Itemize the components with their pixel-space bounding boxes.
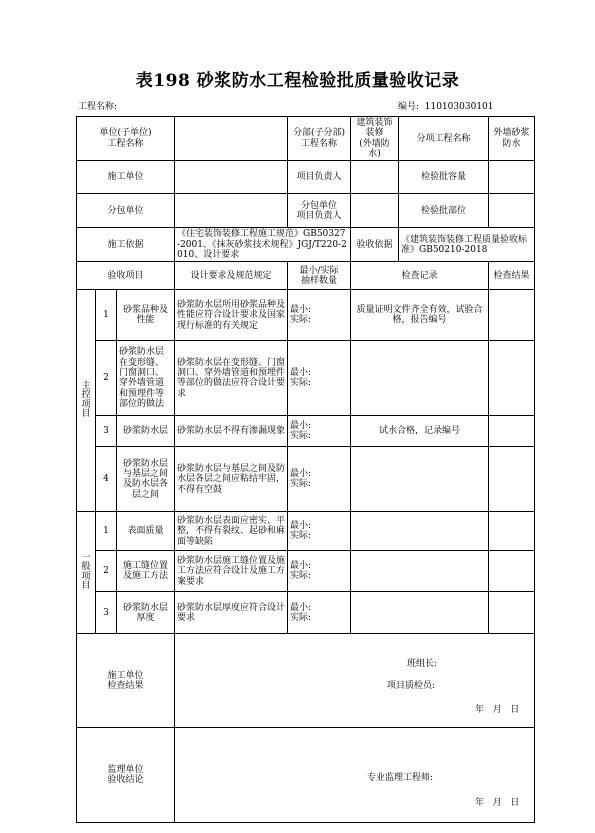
item-number: 4 — [96, 447, 117, 512]
construction-unit-label: 施工单位 — [77, 161, 175, 194]
item-result[interactable] — [489, 290, 535, 341]
item-result[interactable] — [489, 416, 535, 447]
col-item-header: 验收项目 — [77, 262, 175, 290]
item-sample: 最小: 实际: — [288, 592, 351, 634]
item-result[interactable] — [489, 512, 535, 551]
item-requirement: 砂浆防水层在变形缝、门窗洞口、穿外墙管道和预埋件等部位的做法应符合设计要求 — [175, 341, 288, 416]
table-row — [77, 447, 535, 512]
item-name: 施工缝位置及施工方法 — [117, 551, 175, 592]
item-number: 1 — [96, 512, 117, 551]
item-name: 砂浆防水层厚度 — [117, 592, 175, 634]
project-manager-label: 项目负责人 — [288, 161, 351, 194]
supervision-check-area[interactable] — [175, 728, 535, 823]
item-name: 砂浆防水层在变形缝、门窗洞口、穿外墙管道和预埋件等部位的做法 — [117, 341, 175, 416]
subcontract-unit-value[interactable] — [175, 194, 288, 228]
code-label: 编号: — [398, 102, 420, 112]
table-row — [77, 512, 535, 551]
subcontract-manager-value[interactable] — [351, 194, 399, 228]
project-name-label: 工程名称: — [78, 102, 118, 112]
item-requirement: 砂浆防水层所用砂浆品种及性能应符合设计要求及国家现行标准的有关规定 — [175, 290, 288, 341]
item-record — [351, 341, 489, 416]
construction-check-label: 施工单位 检查结果 — [77, 634, 175, 728]
item-sample: 最小: 实际: — [288, 512, 351, 551]
general-group-label: 一 般 项 目 — [77, 512, 96, 634]
item-number: 3 — [96, 592, 117, 634]
supervision-check-date: 年 月 日 — [475, 798, 520, 809]
item-record: 质量证明文件齐全有效，试验合格，报告编号 — [351, 290, 489, 341]
main-control-group-label: 主 控 项 目 — [77, 290, 96, 512]
unit-name-value[interactable] — [175, 117, 288, 161]
subcontract-manager-label: 分包单位 项目负责人 — [288, 194, 351, 228]
supervision-check-label: 监理单位 验收结论 — [77, 728, 175, 823]
code-value: 110103030101 — [424, 102, 494, 112]
table-row — [77, 341, 535, 416]
item-result[interactable] — [489, 447, 535, 512]
item-record — [351, 447, 489, 512]
batch-location-label: 检验批部位 — [399, 194, 489, 228]
acceptance-basis-label: 验收依据 — [351, 228, 399, 262]
item-requirement: 砂浆防水层厚度应符合设计要求 — [175, 592, 288, 634]
construction-basis-value: 《住宅装饰装修工程施工规范》GB50327-2001、《抹灰砂浆技术规程》JGJ/T220-2010、设计要求 — [175, 228, 351, 262]
item-result[interactable] — [489, 592, 535, 634]
item-requirement: 砂浆防水层施工缝位置及施工方法应符合设计及施工方案要求 — [175, 551, 288, 592]
code-field — [398, 99, 494, 112]
acceptance-basis-value: 《建筑装饰装修工程质量验收标准》GB50210-2018 — [399, 228, 535, 262]
item-result[interactable] — [489, 341, 535, 416]
construction-unit-value[interactable] — [175, 161, 288, 194]
item-number: 1 — [96, 290, 117, 341]
page-title: 表198 砂浆防水工程检验批质量验收记录 — [135, 71, 460, 91]
supervision-engineer-label: 专业监理工程师: — [367, 773, 434, 784]
col-sample-header: 最小/实际 抽样数量 — [288, 262, 351, 290]
subcontract-unit-label: 分包单位 — [77, 194, 175, 228]
item-name: 砂浆防水层 — [117, 416, 175, 447]
item-record — [351, 592, 489, 634]
item-requirement: 砂浆防水层不得有渗漏现象 — [175, 416, 288, 447]
item-sample: 最小: 实际: — [288, 551, 351, 592]
item-record — [351, 551, 489, 592]
table-row — [77, 551, 535, 592]
item-result[interactable] — [489, 551, 535, 592]
table-row — [77, 592, 535, 634]
batch-capacity-value[interactable] — [489, 161, 535, 194]
item-sample: 最小: 实际: — [288, 290, 351, 341]
item-record — [351, 512, 489, 551]
table-row — [77, 416, 535, 447]
col-record-header: 检查记录 — [351, 262, 489, 290]
item-value: 外墙砂浆防水 — [489, 117, 535, 161]
item-requirement: 砂浆防水层与基层之间及防水层各层之间应粘结牢固，不得有空鼓 — [175, 447, 288, 512]
col-requirement-header: 设计要求及规范规定 — [175, 262, 288, 290]
project-manager-value[interactable] — [351, 161, 399, 194]
unit-name-label: 单位(子单位) 工程名称 — [77, 117, 175, 161]
item-label: 分项工程名称 — [399, 117, 489, 161]
item-name: 砂浆防水层与基层之间及防水层各层之间 — [117, 447, 175, 512]
item-record: 试水合格，记录编号 — [351, 416, 489, 447]
table-row — [77, 290, 535, 341]
construction-check-date: 年 月 日 — [475, 705, 520, 716]
quality-inspector-label: 项目质检员: — [387, 681, 436, 692]
item-sample: 最小: 实际: — [288, 416, 351, 447]
item-number: 2 — [96, 551, 117, 592]
subpart-value: 建筑装饰装修 (外墙防水) — [351, 117, 399, 161]
item-sample: 最小: 实际: — [288, 341, 351, 416]
construction-basis-label: 施工依据 — [77, 228, 175, 262]
batch-location-value[interactable] — [489, 194, 535, 228]
batch-capacity-label: 检验批容量 — [399, 161, 489, 194]
item-sample: 最小: 实际: — [288, 447, 351, 512]
inspection-form-table — [76, 116, 535, 823]
item-name: 表面质量 — [117, 512, 175, 551]
team-leader-label: 班组长: — [407, 659, 438, 670]
item-number: 3 — [96, 416, 117, 447]
item-requirement: 砂浆防水层表面应密实、平整，不得有裂纹、起砂和麻面等缺陷 — [175, 512, 288, 551]
item-name: 砂浆品种及性能 — [117, 290, 175, 341]
subpart-label: 分部(子分部) 工程名称 — [288, 117, 351, 161]
construction-check-area[interactable] — [175, 634, 535, 728]
item-number: 2 — [96, 341, 117, 416]
col-result-header: 检查结果 — [489, 262, 535, 290]
